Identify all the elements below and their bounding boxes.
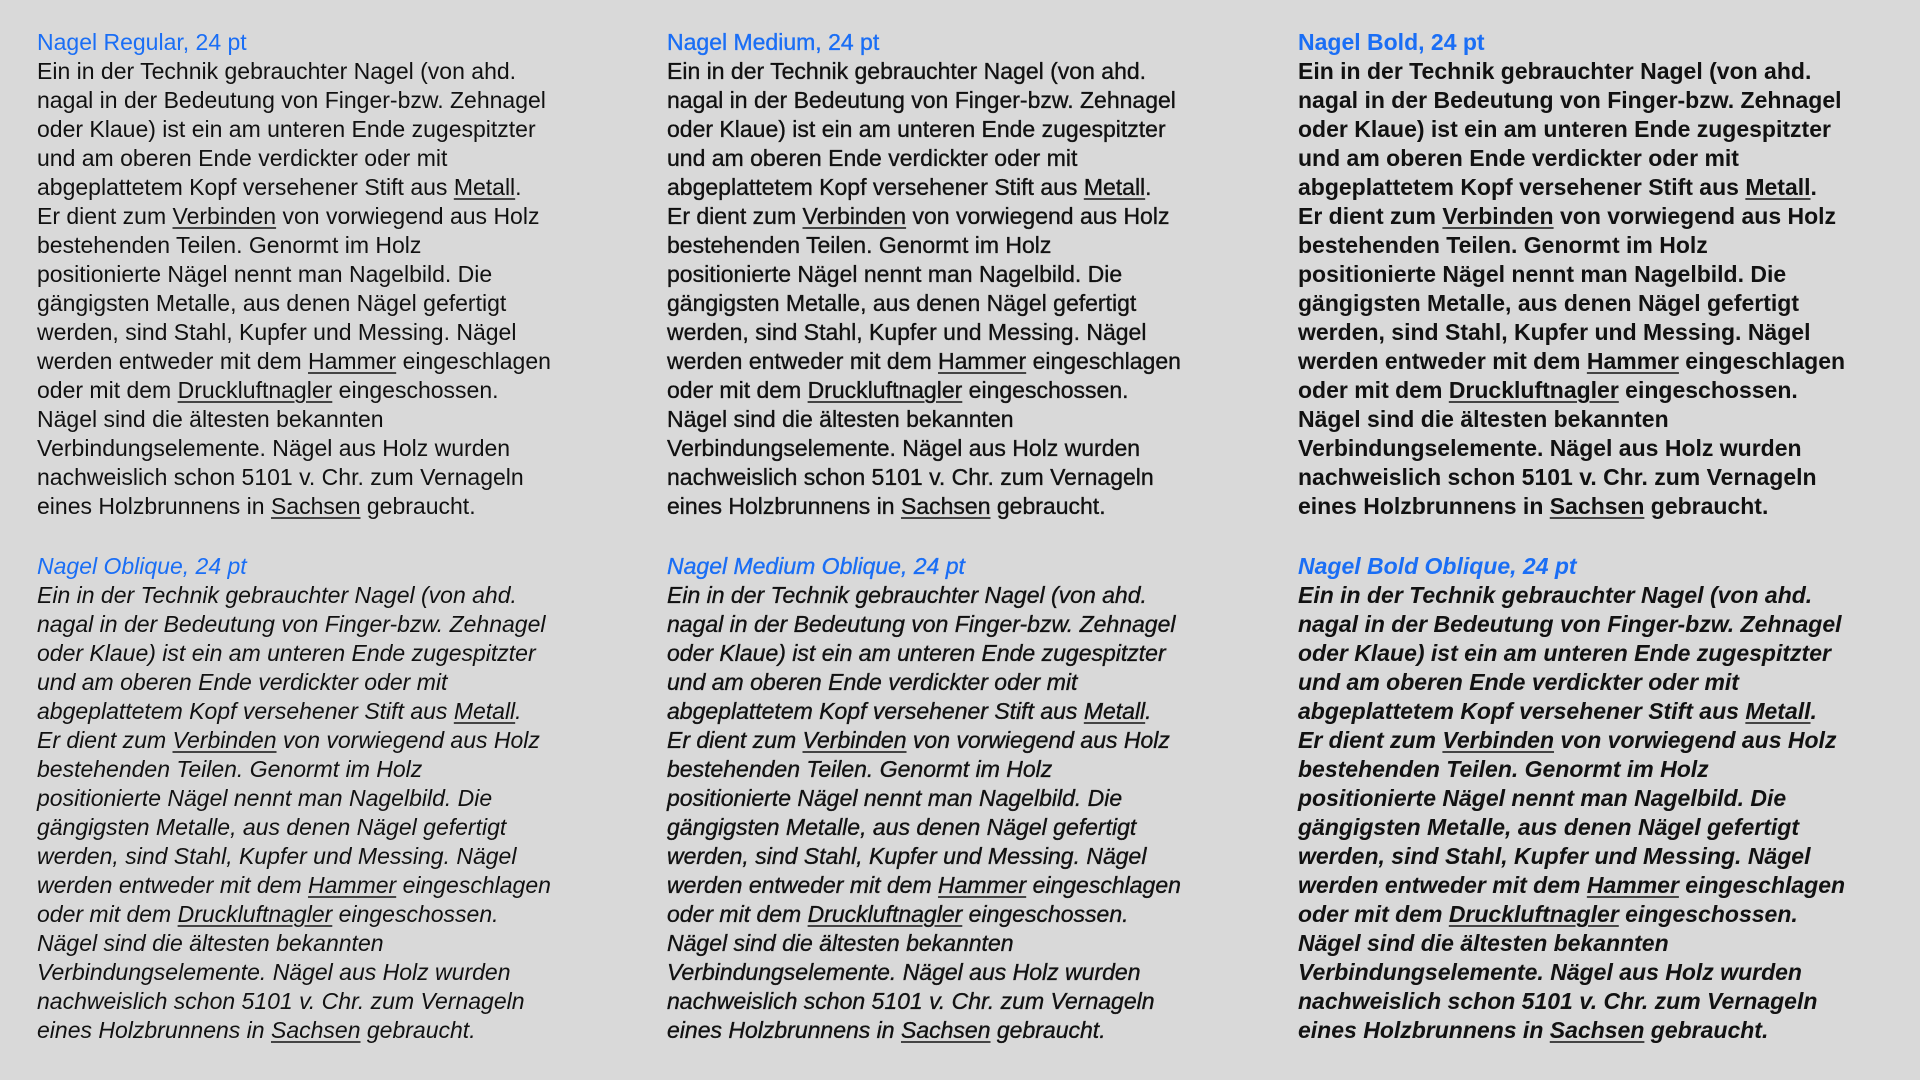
body-line [667, 231, 1277, 260]
body-line [37, 958, 647, 987]
body-text: . [515, 174, 522, 200]
link-druckluftnagler[interactable]: Druckluftnagler [807, 901, 963, 927]
body-line [37, 376, 647, 405]
link-sachsen[interactable]: Sachsen [1549, 1017, 1645, 1043]
body-line [37, 115, 647, 144]
body-text: positionierte Nägel nennt man Nagelbild. Die [667, 261, 1123, 287]
body-text: Verbindungselemente. Nägel aus Holz wurden [37, 435, 511, 461]
body-text: eingeschlagen [396, 348, 551, 374]
body-line [667, 668, 1277, 697]
body-text: Er dient zum [37, 203, 173, 229]
body-text: Ein in der Technik gebrauchter Nagel (von ahd. [667, 58, 1147, 84]
link-druckluftnagler[interactable]: Druckluftnagler [177, 377, 333, 403]
link-druckluftnagler[interactable]: Druckluftnagler [807, 377, 963, 403]
body-line [1298, 405, 1908, 434]
body-text: . [1145, 174, 1152, 200]
body-text: Ein in der Technik gebrauchter Nagel (von ahd. [1298, 58, 1812, 84]
body-line [667, 463, 1277, 492]
specimen-bold [1298, 28, 1908, 521]
link-verbinden[interactable]: Verbinden [802, 727, 907, 753]
body-line [1298, 463, 1908, 492]
body-line [1298, 57, 1908, 86]
specimen-title: Nagel Oblique, 24 pt [37, 553, 247, 579]
body-text: bestehenden Teilen. Genormt im Holz [37, 756, 423, 782]
body-text: werden, sind Stahl, Kupfer und Messing. Nägel [1298, 319, 1811, 345]
body-line [667, 434, 1277, 463]
body-line [1298, 115, 1908, 144]
link-metall[interactable]: Metall [1083, 174, 1146, 200]
body-text: gebraucht. [360, 1017, 476, 1043]
body-text: . [1810, 698, 1817, 724]
body-line [37, 639, 647, 668]
body-text: Nägel sind die ältesten bekannten [667, 406, 1014, 432]
body-line [37, 463, 647, 492]
link-hammer[interactable]: Hammer [938, 348, 1027, 374]
body-text: . [515, 698, 522, 724]
body-text: . [1810, 174, 1817, 200]
body-text: und am oberen Ende verdickter oder mit [667, 669, 1078, 695]
body-text: oder mit dem [667, 377, 808, 403]
body-text: Er dient zum [667, 203, 803, 229]
body-text: nachweislich schon 5101 v. Chr. zum Vernageln [37, 464, 524, 490]
body-line [1298, 900, 1908, 929]
link-druckluftnagler[interactable]: Druckluftnagler [1448, 377, 1619, 403]
specimen-body [1298, 581, 1908, 1045]
body-line [1298, 260, 1908, 289]
specimen-body [1298, 57, 1908, 521]
specimen-title: Nagel Medium, 24 pt [667, 29, 880, 55]
body-line [37, 405, 647, 434]
body-text: werden, sind Stahl, Kupfer und Messing. Nägel [1298, 843, 1811, 869]
body-text: Ein in der Technik gebrauchter Nagel (von ahd. [37, 58, 517, 84]
body-line [1298, 668, 1908, 697]
body-line [667, 405, 1277, 434]
body-line [37, 1016, 647, 1045]
body-text: von vorwiegend aus Holz [906, 203, 1170, 229]
body-line [1298, 492, 1908, 521]
body-text: und am oberen Ende verdickter oder mit [667, 145, 1078, 171]
body-line [37, 784, 647, 813]
specimen-title: Nagel Bold, 24 pt [1298, 29, 1485, 55]
body-text: oder Klaue) ist ein am unteren Ende zugespitzter [37, 116, 536, 142]
body-line [37, 173, 647, 202]
body-text: oder Klaue) ist ein am unteren Ende zugespitzter [1298, 640, 1831, 666]
body-text: Er dient zum [37, 727, 173, 753]
body-line [37, 987, 647, 1016]
body-line [1298, 289, 1908, 318]
link-hammer[interactable]: Hammer [308, 872, 397, 898]
body-text: werden entweder mit dem [667, 348, 939, 374]
body-line [37, 231, 647, 260]
body-text: Nägel sind die ältesten bekannten [37, 406, 384, 432]
link-verbinden[interactable]: Verbinden [172, 203, 277, 229]
body-text: gebraucht. [1644, 1017, 1769, 1043]
body-text: gebraucht. [1644, 493, 1769, 519]
body-text: nachweislich schon 5101 v. Chr. zum Vernageln [1298, 988, 1818, 1014]
body-text: werden entweder mit dem [1298, 872, 1587, 898]
body-text: Ein in der Technik gebrauchter Nagel (von ahd. [1298, 582, 1813, 608]
body-text: und am oberen Ende verdickter oder mit [1298, 145, 1739, 171]
body-text: Er dient zum [1298, 727, 1443, 753]
body-line [667, 697, 1277, 726]
body-line [667, 755, 1277, 784]
body-line [667, 492, 1277, 521]
body-text: Ein in der Technik gebrauchter Nagel (von ahd. [37, 582, 517, 608]
body-text: bestehenden Teilen. Genormt im Holz [1298, 756, 1709, 782]
body-line [667, 900, 1277, 929]
body-text: eingeschlagen [1026, 348, 1181, 374]
body-text: bestehenden Teilen. Genormt im Holz [667, 232, 1052, 258]
link-verbinden[interactable]: Verbinden [802, 203, 907, 229]
link-verbinden[interactable]: Verbinden [1442, 727, 1555, 753]
link-sachsen[interactable]: Sachsen [1549, 493, 1645, 519]
body-text: Ein in der Technik gebrauchter Nagel (von ahd. [667, 582, 1147, 608]
body-line [1298, 347, 1908, 376]
body-text: eingeschossen. [332, 901, 499, 927]
link-metall[interactable]: Metall [1083, 698, 1146, 724]
body-text: abgeplattetem Kopf versehener Stift aus [37, 174, 454, 200]
body-text: oder mit dem [37, 901, 178, 927]
specimen-body [37, 57, 647, 521]
body-line [1298, 231, 1908, 260]
specimen-medium [667, 28, 1277, 521]
body-text: eines Holzbrunnens in [667, 1017, 901, 1043]
body-text: gebraucht. [360, 493, 476, 519]
link-hammer[interactable]: Hammer [1586, 348, 1679, 374]
body-text: Nägel sind die ältesten bekannten [37, 930, 384, 956]
body-text: abgeplattetem Kopf versehener Stift aus [667, 174, 1084, 200]
body-text: positionierte Nägel nennt man Nagelbild. Die [1298, 261, 1787, 287]
body-text: gängigsten Metalle, aus denen Nägel gefertigt [37, 814, 507, 840]
body-line [37, 581, 647, 610]
body-line [1298, 842, 1908, 871]
body-line [1298, 610, 1908, 639]
body-line [37, 871, 647, 900]
body-line [1298, 929, 1908, 958]
body-text: oder Klaue) ist ein am unteren Ende zugespitzter [667, 116, 1166, 142]
body-text: eingeschlagen [1026, 872, 1181, 898]
link-metall[interactable]: Metall [453, 174, 516, 200]
body-line [37, 289, 647, 318]
body-line [1298, 144, 1908, 173]
body-line [1298, 173, 1908, 202]
body-line [1298, 86, 1908, 115]
body-text: positionierte Nägel nennt man Nagelbild. Die [667, 785, 1123, 811]
body-text: oder Klaue) ist ein am unteren Ende zugespitzter [667, 640, 1166, 666]
body-text: positionierte Nägel nennt man Nagelbild. Die [37, 261, 493, 287]
body-line [1298, 755, 1908, 784]
body-line [1298, 202, 1908, 231]
body-line [37, 318, 647, 347]
body-line [667, 639, 1277, 668]
body-text: Verbindungselemente. Nägel aus Holz wurden [1298, 959, 1802, 985]
body-text: und am oberen Ende verdickter oder mit [1298, 669, 1739, 695]
body-line [667, 1016, 1277, 1045]
link-druckluftnagler[interactable]: Druckluftnagler [1448, 901, 1619, 927]
body-text: gebraucht. [990, 493, 1106, 519]
body-text: von vorwiegend aus Holz [276, 203, 540, 229]
body-text: gängigsten Metalle, aus denen Nägel gefertigt [667, 814, 1137, 840]
link-verbinden[interactable]: Verbinden [1442, 203, 1554, 229]
body-line [37, 755, 647, 784]
body-text: eingeschossen. [332, 377, 499, 403]
body-line [667, 813, 1277, 842]
body-line [1298, 434, 1908, 463]
body-line [1298, 784, 1908, 813]
body-line [667, 929, 1277, 958]
specimen-regular [37, 28, 647, 521]
body-text: eingeschossen. [1618, 377, 1798, 403]
body-text: nachweislich schon 5101 v. Chr. zum Vernageln [37, 988, 525, 1014]
link-sachsen[interactable]: Sachsen [900, 1017, 991, 1043]
body-text: Verbindungselemente. Nägel aus Holz wurden [1298, 435, 1802, 461]
body-line [37, 900, 647, 929]
body-text: Nägel sind die ältesten bekannten [1298, 406, 1669, 432]
body-text: werden entweder mit dem [1298, 348, 1587, 374]
body-text: bestehenden Teilen. Genormt im Holz [667, 756, 1053, 782]
body-line [1298, 697, 1908, 726]
body-line [667, 581, 1277, 610]
body-line [1298, 581, 1908, 610]
body-text: nachweislich schon 5101 v. Chr. zum Vernageln [667, 988, 1155, 1014]
body-text: eingeschlagen [396, 872, 551, 898]
link-metall[interactable]: Metall [453, 698, 516, 724]
body-text: positionierte Nägel nennt man Nagelbild. Die [1298, 785, 1787, 811]
body-line [667, 260, 1277, 289]
body-line [1298, 871, 1908, 900]
specimen-title: Nagel Bold Oblique, 24 pt [1298, 553, 1577, 579]
specimen-body [667, 57, 1277, 521]
body-line [1298, 813, 1908, 842]
body-text: oder Klaue) ist ein am unteren Ende zugespitzter [37, 640, 536, 666]
body-line [667, 871, 1277, 900]
body-text: . [1145, 698, 1152, 724]
body-line [1298, 726, 1908, 755]
body-line [667, 289, 1277, 318]
body-text: eines Holzbrunnens in [37, 493, 271, 519]
body-line [1298, 958, 1908, 987]
body-text: Nägel sind die ältesten bekannten [667, 930, 1014, 956]
body-text: eines Holzbrunnens in [37, 1017, 271, 1043]
body-text: werden, sind Stahl, Kupfer und Messing. Nägel [667, 843, 1147, 869]
body-line [37, 492, 647, 521]
body-text: von vorwiegend aus Holz [906, 727, 1170, 753]
link-sachsen[interactable]: Sachsen [900, 493, 991, 519]
body-text: gängigsten Metalle, aus denen Nägel gefertigt [1298, 290, 1799, 316]
body-text: nagal in der Bedeutung von Finger-bzw. Zehnagel [37, 611, 546, 637]
link-verbinden[interactable]: Verbinden [172, 727, 277, 753]
body-line [667, 202, 1277, 231]
body-text: oder Klaue) ist ein am unteren Ende zugespitzter [1298, 116, 1831, 142]
body-line [667, 842, 1277, 871]
link-metall[interactable]: Metall [1745, 174, 1811, 200]
body-line [667, 144, 1277, 173]
body-text: nachweislich schon 5101 v. Chr. zum Vernageln [1298, 464, 1817, 490]
body-line [37, 697, 647, 726]
body-text: positionierte Nägel nennt man Nagelbild. Die [37, 785, 493, 811]
body-text: bestehenden Teilen. Genormt im Holz [37, 232, 422, 258]
body-text: bestehenden Teilen. Genormt im Holz [1298, 232, 1708, 258]
body-line [37, 929, 647, 958]
body-text: abgeplattetem Kopf versehener Stift aus [1298, 174, 1746, 200]
body-line [667, 376, 1277, 405]
body-text: abgeplattetem Kopf versehener Stift aus [1298, 698, 1746, 724]
body-text: werden entweder mit dem [37, 872, 309, 898]
body-text: eines Holzbrunnens in [1298, 1017, 1550, 1043]
body-text: und am oberen Ende verdickter oder mit [37, 145, 448, 171]
body-text: nagal in der Bedeutung von Finger-bzw. Zehnagel [667, 87, 1176, 113]
body-text: abgeplattetem Kopf versehener Stift aus [667, 698, 1084, 724]
link-metall[interactable]: Metall [1745, 698, 1811, 724]
body-text: gebraucht. [990, 1017, 1106, 1043]
body-text: eingeschossen. [962, 901, 1129, 927]
body-line [667, 57, 1277, 86]
body-text: Er dient zum [667, 727, 803, 753]
body-text: und am oberen Ende verdickter oder mit [37, 669, 448, 695]
body-text: abgeplattetem Kopf versehener Stift aus [37, 698, 454, 724]
body-text: von vorwiegend aus Holz [1554, 727, 1837, 753]
body-line [667, 610, 1277, 639]
body-line [667, 726, 1277, 755]
body-text: oder mit dem [667, 901, 808, 927]
body-line [1298, 639, 1908, 668]
link-sachsen[interactable]: Sachsen [270, 1017, 361, 1043]
body-text: von vorwiegend aus Holz [1553, 203, 1837, 229]
body-line [667, 347, 1277, 376]
specimen-body [667, 581, 1277, 1045]
body-text: nagal in der Bedeutung von Finger-bzw. Zehnagel [37, 87, 546, 113]
body-line [667, 318, 1277, 347]
body-text: eingeschossen. [1618, 901, 1798, 927]
body-text: Er dient zum [1298, 203, 1443, 229]
body-line [1298, 1016, 1908, 1045]
body-line [1298, 376, 1908, 405]
body-line [37, 57, 647, 86]
body-text: gängigsten Metalle, aus denen Nägel gefertigt [1298, 814, 1799, 840]
body-line [37, 202, 647, 231]
body-line [37, 434, 647, 463]
body-text: oder mit dem [1298, 377, 1449, 403]
body-line [667, 784, 1277, 813]
body-line [37, 260, 647, 289]
body-line [1298, 987, 1908, 1016]
body-text: nagal in der Bedeutung von Finger-bzw. Zehnagel [1298, 87, 1842, 113]
body-text: eingeschlagen [1678, 348, 1846, 374]
body-line [37, 668, 647, 697]
link-hammer[interactable]: Hammer [1586, 872, 1679, 898]
body-text: werden, sind Stahl, Kupfer und Messing. Nägel [37, 843, 517, 869]
body-text: Verbindungselemente. Nägel aus Holz wurden [667, 959, 1141, 985]
body-text: eingeschossen. [962, 377, 1129, 403]
body-line [667, 958, 1277, 987]
body-text: nagal in der Bedeutung von Finger-bzw. Zehnagel [667, 611, 1176, 637]
body-text: gängigsten Metalle, aus denen Nägel gefertigt [37, 290, 507, 316]
body-text: eines Holzbrunnens in [667, 493, 901, 519]
body-text: Verbindungselemente. Nägel aus Holz wurden [667, 435, 1141, 461]
body-text: Verbindungselemente. Nägel aus Holz wurden [37, 959, 511, 985]
body-text: werden entweder mit dem [37, 348, 309, 374]
specimen-medium-oblique [667, 552, 1277, 1045]
body-line [37, 610, 647, 639]
body-text: werden, sind Stahl, Kupfer und Messing. Nägel [37, 319, 517, 345]
body-line [667, 86, 1277, 115]
specimen-body [37, 581, 647, 1045]
body-text: nagal in der Bedeutung von Finger-bzw. Zehnagel [1298, 611, 1842, 637]
body-line [37, 726, 647, 755]
body-line [37, 86, 647, 115]
body-line [1298, 318, 1908, 347]
body-text: Nägel sind die ältesten bekannten [1298, 930, 1669, 956]
body-line [37, 144, 647, 173]
link-hammer[interactable]: Hammer [308, 348, 397, 374]
body-text: oder mit dem [1298, 901, 1449, 927]
body-text: gängigsten Metalle, aus denen Nägel gefertigt [667, 290, 1137, 316]
body-text: werden entweder mit dem [667, 872, 939, 898]
body-line [37, 842, 647, 871]
specimen-bold-oblique [1298, 552, 1908, 1045]
body-line [667, 173, 1277, 202]
body-line [667, 115, 1277, 144]
body-line [37, 813, 647, 842]
body-text: von vorwiegend aus Holz [276, 727, 540, 753]
link-druckluftnagler[interactable]: Druckluftnagler [177, 901, 333, 927]
link-hammer[interactable]: Hammer [938, 872, 1027, 898]
body-line [667, 987, 1277, 1016]
body-text: nachweislich schon 5101 v. Chr. zum Vernageln [667, 464, 1154, 490]
body-text: werden, sind Stahl, Kupfer und Messing. Nägel [667, 319, 1147, 345]
body-line [37, 347, 647, 376]
body-text: oder mit dem [37, 377, 178, 403]
specimen-oblique [37, 552, 647, 1045]
specimen-title: Nagel Medium Oblique, 24 pt [667, 553, 965, 579]
body-text: eingeschlagen [1678, 872, 1846, 898]
specimen-title: Nagel Regular, 24 pt [37, 29, 247, 55]
link-sachsen[interactable]: Sachsen [270, 493, 361, 519]
body-text: eines Holzbrunnens in [1298, 493, 1550, 519]
